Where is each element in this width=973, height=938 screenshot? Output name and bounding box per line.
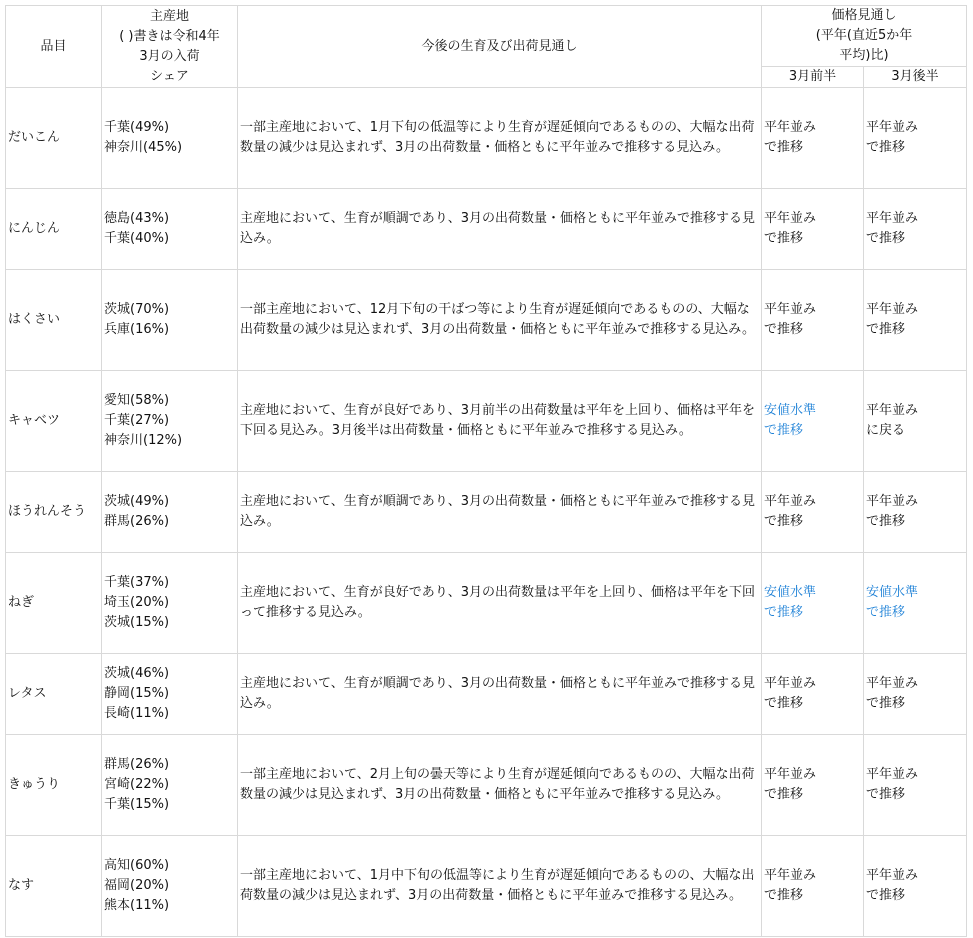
area-share: 群馬(26%) bbox=[104, 757, 170, 772]
growth-shipment-outlook: 主産地において、生育が順調であり、3月の出荷数量・価格ともに平年並みで推移する見込み。 bbox=[238, 472, 762, 553]
area-share: 茨城(15%) bbox=[104, 615, 170, 630]
area-share: 茨城(46%) bbox=[104, 666, 170, 681]
price-outlook-line: 平年並み bbox=[764, 211, 817, 226]
growth-shipment-outlook: 主産地において、生育が順調であり、3月の出荷数量・価格ともに平年並みで推移する見込み。 bbox=[238, 654, 762, 735]
header-early-march: 3月前半 bbox=[762, 67, 864, 88]
price-outlook-line: 平年並み bbox=[764, 120, 817, 135]
header-price-line: 平均)比) bbox=[839, 48, 889, 63]
header-area-line: シェア bbox=[150, 68, 189, 84]
vegetable-outlook-table-wrapper bbox=[5, 5, 967, 937]
growth-shipment-outlook: 主産地において、生育が良好であり、3月前半の出荷数量は平年を上回り、価格は平年を下回る見込み。3月後半は出荷数量・価格ともに平年並みで推移する見込み。 bbox=[238, 371, 762, 472]
header-item: 品目 bbox=[6, 6, 102, 88]
table-row bbox=[6, 553, 967, 654]
price-outlook-line: 平年並み bbox=[764, 494, 817, 509]
area-share: 埼玉(20%) bbox=[104, 595, 170, 610]
price-outlook-line: で推移 bbox=[764, 231, 804, 246]
price-outlook-line: 安値水準 bbox=[764, 403, 817, 418]
area-share: 千葉(27%) bbox=[104, 413, 170, 428]
price-outlook-line: 平年並み bbox=[866, 120, 919, 135]
price-outlook-line: 平年並み bbox=[866, 676, 919, 691]
header-area-line: 主産地 bbox=[149, 8, 189, 24]
price-outlook-line: 安値水準 bbox=[866, 585, 919, 600]
price-outlook-line: 平年並み bbox=[866, 211, 919, 226]
area-share: 神奈川(12%) bbox=[104, 433, 183, 448]
item-name: レタス bbox=[6, 654, 102, 735]
header-area-line: ( )書きは令和4年 bbox=[119, 28, 220, 44]
price-outlook-line: で推移 bbox=[866, 231, 906, 246]
table-body bbox=[6, 88, 967, 937]
price-outlook-late bbox=[864, 735, 967, 836]
price-outlook-line: で推移 bbox=[764, 787, 804, 802]
header-price-line: 価格見通し bbox=[831, 8, 897, 23]
price-outlook-line: で推移 bbox=[866, 605, 906, 620]
price-outlook-line: で推移 bbox=[764, 514, 804, 529]
price-outlook-late bbox=[864, 654, 967, 735]
price-outlook-late bbox=[864, 88, 967, 189]
price-outlook-late bbox=[864, 189, 967, 270]
item-name: なす bbox=[6, 836, 102, 937]
area-share: 高知(60%) bbox=[104, 858, 170, 873]
item-name: はくさい bbox=[6, 270, 102, 371]
area-share: 茨城(49%) bbox=[104, 494, 170, 509]
main-production-areas bbox=[102, 735, 238, 836]
area-share: 千葉(15%) bbox=[104, 797, 170, 812]
vegetable-outlook-table bbox=[5, 5, 967, 937]
price-outlook-late bbox=[864, 472, 967, 553]
price-outlook-line: で推移 bbox=[764, 140, 804, 155]
price-outlook-line: で推移 bbox=[866, 787, 906, 802]
main-production-areas bbox=[102, 553, 238, 654]
area-share: 茨城(70%) bbox=[104, 302, 170, 317]
price-outlook-late bbox=[864, 270, 967, 371]
table-row bbox=[6, 654, 967, 735]
item-name: にんじん bbox=[6, 189, 102, 270]
price-outlook-line: 平年並み bbox=[764, 302, 817, 317]
main-production-areas bbox=[102, 88, 238, 189]
area-share: 福岡(20%) bbox=[104, 878, 170, 893]
growth-shipment-outlook: 一部主産地において、2月上旬の曇天等により生育が遅延傾向であるものの、大幅な出荷数量の減少は見込まれず、3月の出荷数量・価格ともに平年並みで推移する見込み。 bbox=[238, 735, 762, 836]
main-production-areas bbox=[102, 371, 238, 472]
price-outlook-late bbox=[864, 371, 967, 472]
table-row bbox=[6, 836, 967, 937]
price-outlook-line: で推移 bbox=[866, 322, 906, 337]
main-production-areas bbox=[102, 472, 238, 553]
price-outlook-early bbox=[762, 189, 864, 270]
price-outlook-line: 平年並み bbox=[866, 767, 919, 782]
table-row bbox=[6, 88, 967, 189]
price-outlook-line: 平年並み bbox=[866, 302, 919, 317]
table-row bbox=[6, 189, 967, 270]
main-production-areas bbox=[102, 836, 238, 937]
item-name: ほうれんそう bbox=[6, 472, 102, 553]
price-outlook-line: で推移 bbox=[866, 696, 906, 711]
item-name: きゅうり bbox=[6, 735, 102, 836]
area-share: 長崎(11%) bbox=[104, 706, 170, 721]
price-outlook-line: に戻る bbox=[866, 423, 906, 438]
main-production-areas bbox=[102, 654, 238, 735]
price-outlook-early bbox=[762, 472, 864, 553]
item-name: だいこん bbox=[6, 88, 102, 189]
price-outlook-early bbox=[762, 836, 864, 937]
price-outlook-line: 平年並み bbox=[764, 676, 817, 691]
header-late-march: 3月後半 bbox=[864, 67, 967, 88]
growth-shipment-outlook: 一部主産地において、1月下旬の低温等により生育が遅延傾向であるものの、大幅な出荷数量の減少は見込まれず、3月の出荷数量・価格ともに平年並みで推移する見込み。 bbox=[238, 88, 762, 189]
area-share: 徳島(43%) bbox=[104, 211, 170, 226]
price-outlook-line: 平年並み bbox=[764, 767, 817, 782]
area-share: 愛知(58%) bbox=[104, 393, 170, 408]
area-share: 静岡(15%) bbox=[104, 686, 170, 701]
table-row bbox=[6, 735, 967, 836]
price-outlook-line: で推移 bbox=[764, 605, 804, 620]
item-name: キャベツ bbox=[6, 371, 102, 472]
price-outlook-line: 平年並み bbox=[866, 494, 919, 509]
price-outlook-line: で推移 bbox=[866, 140, 906, 155]
price-outlook-late bbox=[864, 836, 967, 937]
price-outlook-line: で推移 bbox=[764, 322, 804, 337]
growth-shipment-outlook: 一部主産地において、12月下旬の干ばつ等により生育が遅延傾向であるものの、大幅な出荷数量の減少は見込まれず、3月の出荷数量・価格ともに平年並みで推移する見込み。 bbox=[238, 270, 762, 371]
price-outlook-late bbox=[864, 553, 967, 654]
price-outlook-line: で推移 bbox=[866, 888, 906, 903]
price-outlook-line: で推移 bbox=[764, 696, 804, 711]
area-share: 熊本(11%) bbox=[104, 898, 170, 913]
area-share: 千葉(37%) bbox=[104, 575, 170, 590]
main-production-areas bbox=[102, 189, 238, 270]
growth-shipment-outlook: 主産地において、生育が良好であり、3月の出荷数量は平年を上回り、価格は平年を下回って推移する見込み。 bbox=[238, 553, 762, 654]
header-area-line: 3月の入荷 bbox=[139, 48, 200, 64]
area-share: 群馬(26%) bbox=[104, 514, 170, 529]
price-outlook-early bbox=[762, 654, 864, 735]
area-share: 兵庫(16%) bbox=[104, 322, 170, 337]
item-name: ねぎ bbox=[6, 553, 102, 654]
price-outlook-line: 平年並み bbox=[866, 868, 919, 883]
price-outlook-early bbox=[762, 270, 864, 371]
header-price-line: (平年(直近5か年 bbox=[815, 28, 913, 43]
price-outlook-early bbox=[762, 88, 864, 189]
area-share: 千葉(40%) bbox=[104, 231, 170, 246]
price-outlook-early bbox=[762, 735, 864, 836]
price-outlook-line: 平年並み bbox=[764, 868, 817, 883]
area-share: 宮崎(22%) bbox=[104, 777, 170, 792]
price-outlook-line: 安値水準 bbox=[764, 585, 817, 600]
table-row bbox=[6, 371, 967, 472]
growth-shipment-outlook: 一部主産地において、1月中下旬の低温等により生育が遅延傾向であるものの、大幅な出荷数量の減少は見込まれず、3月の出荷数量・価格ともに平年並みで推移する見込み。 bbox=[238, 836, 762, 937]
table-header bbox=[6, 6, 967, 88]
price-outlook-line: 平年並み bbox=[866, 403, 919, 418]
header-outlook: 今後の生育及び出荷見通し bbox=[238, 6, 762, 88]
growth-shipment-outlook: 主産地において、生育が順調であり、3月の出荷数量・価格ともに平年並みで推移する見込み。 bbox=[238, 189, 762, 270]
main-production-areas bbox=[102, 270, 238, 371]
area-share: 神奈川(45%) bbox=[104, 140, 183, 155]
price-outlook-line: で推移 bbox=[866, 514, 906, 529]
table-row bbox=[6, 472, 967, 553]
header-price-outlook bbox=[762, 6, 967, 67]
table-row bbox=[6, 270, 967, 371]
price-outlook-early bbox=[762, 553, 864, 654]
price-outlook-early bbox=[762, 371, 864, 472]
header-main-area bbox=[102, 6, 238, 88]
area-share: 千葉(49%) bbox=[104, 120, 170, 135]
price-outlook-line: で推移 bbox=[764, 888, 804, 903]
price-outlook-line: で推移 bbox=[764, 423, 804, 438]
